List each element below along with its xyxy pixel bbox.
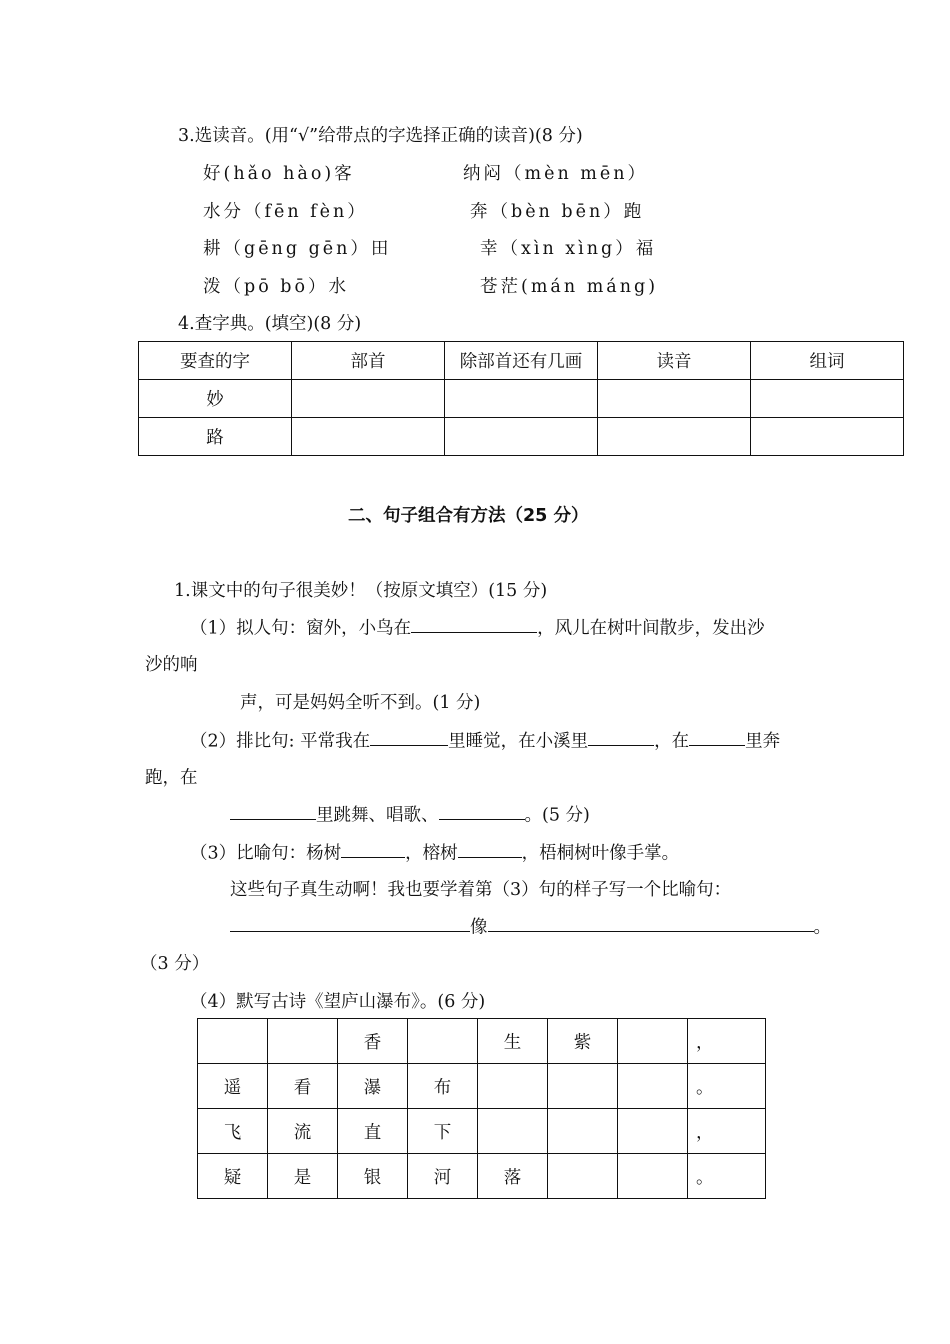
s1-text-c: 沙的响 [145,655,198,675]
answer-cell[interactable] [598,380,751,418]
simile-write-line [230,913,831,938]
poem-cell: 布 [408,1064,478,1109]
pair-right-2: 奔（bèn bēn）跑 [470,202,645,222]
sentence-1-line [190,614,765,639]
section2-title: 二、句子组合有方法（25 分） [348,506,589,526]
poem-cell[interactable] [618,1109,688,1154]
s3-text-a: （3）比喻句：杨树 [190,843,342,864]
pair-left-4: 泼（pō bō）水 [203,277,350,297]
q4-title: 4.查字典。(填空)(8 分) [178,314,362,334]
poem-cell: 是 [268,1154,338,1199]
poem-cell: 河 [408,1154,478,1199]
s3-like: 像 [470,917,488,938]
s3-end: 。 [813,917,831,938]
char-cell: 妙 [139,380,292,418]
poem-cell: 下 [408,1109,478,1154]
s3-text-c: ，梧桐树叶像手掌。 [521,843,680,864]
header-cell: 部首 [292,342,445,380]
s3-score: （3 分） [140,954,210,974]
sentence-2-line [190,727,780,752]
table-row [198,1154,766,1199]
poem-cell[interactable] [548,1109,618,1154]
header-cell: 组词 [751,342,904,380]
s2-text-e: 跑，在 [145,768,198,788]
dictionary-table [138,341,904,456]
header-cell: 除部首还有几画 [445,342,598,380]
answer-cell[interactable] [598,418,751,456]
s2-text-a: （2）排比句: 平常我在 [190,731,371,752]
poem-cell[interactable] [618,1154,688,1199]
q3-title: 3.选读音。(用“√”给带点的字选择正确的读音)(8 分) [178,126,583,146]
answer-cell[interactable] [445,380,598,418]
poem-cell: 生 [478,1019,548,1064]
s2-text-d: 里奔 [745,731,781,752]
s2-text-b: 里睡觉，在小溪里 [448,731,589,752]
table-row [198,1109,766,1154]
poem-cell[interactable] [548,1064,618,1109]
table-row [198,1019,766,1064]
answer-cell[interactable] [292,380,445,418]
blank-field[interactable] [588,727,654,746]
s1-text-a: （1）拟人句：窗外，小鸟在 [190,618,412,639]
poem-cell[interactable] [618,1064,688,1109]
s2-text-c: ，在 [654,731,690,752]
poem-cell[interactable] [268,1019,338,1064]
blank-field[interactable] [230,801,316,820]
poem-cell: 直 [338,1109,408,1154]
poem-cell[interactable] [548,1154,618,1199]
poem-table [197,1018,766,1199]
header-cell: 读音 [598,342,751,380]
pair-left-2: 水分（fēn fèn） [203,202,368,222]
s2-text-g: 。(5 分) [524,805,590,826]
poem-cell: 香 [338,1019,408,1064]
poem-cell: 流 [268,1109,338,1154]
poem-cell: 。 [688,1154,766,1199]
poem-cell[interactable] [408,1019,478,1064]
s4-title: （4）默写古诗《望庐山瀑布》。(6 分) [190,992,486,1012]
q1-title: 1.课文中的句子很美妙！（按原文填空）(15 分) [174,581,548,601]
poem-cell[interactable] [198,1019,268,1064]
poem-cell: ， [688,1109,766,1154]
poem-cell: 疑 [198,1154,268,1199]
poem-cell[interactable] [618,1019,688,1064]
table-header-row [139,342,904,380]
s3-text-b: ，榕树 [405,843,458,864]
table-row [139,380,904,418]
poem-cell: 瀑 [338,1064,408,1109]
answer-cell[interactable] [292,418,445,456]
poem-cell: 飞 [198,1109,268,1154]
table-row [198,1064,766,1109]
blank-field[interactable] [370,727,448,746]
pair-right-1: 纳闷（mèn mēn） [463,164,649,184]
blank-field[interactable] [458,839,522,858]
blank-field[interactable] [689,727,745,746]
s1-text-b: ，风儿在树叶间散步，发出沙 [537,618,765,639]
poem-cell: 遥 [198,1064,268,1109]
pair-right-4: 苍茫(mán máng) [480,277,659,297]
char-cell: 路 [139,418,292,456]
poem-cell: ， [688,1019,766,1064]
table-row [139,418,904,456]
pair-left-1: 好(hǎo hào)客 [203,164,355,184]
blank-field[interactable] [411,614,537,633]
s2-text-f: 里跳舞、唱歌、 [316,805,439,826]
poem-cell[interactable] [478,1064,548,1109]
s3-text-d: 这些句子真生动啊！我也要学着第（3）句的样子写一个比喻句： [230,880,732,900]
sentence-3-line [190,839,679,864]
poem-cell: 紫 [548,1019,618,1064]
answer-cell[interactable] [751,418,904,456]
header-cell: 要查的字 [139,342,292,380]
blank-field[interactable] [439,801,525,820]
answer-cell[interactable] [751,380,904,418]
answer-cell[interactable] [445,418,598,456]
sentence-2-cont [230,801,590,826]
pair-right-3: 幸（xìn xìng）福 [480,239,657,259]
poem-cell: 看 [268,1064,338,1109]
blank-field[interactable] [230,913,470,932]
pair-left-3: 耕（gēng gēn）田 [203,239,392,259]
blank-field[interactable] [341,839,405,858]
poem-cell: 。 [688,1064,766,1109]
poem-cell[interactable] [478,1109,548,1154]
blank-field[interactable] [488,913,814,932]
s1-text-d: 声，可是妈妈全听不到。(1 分) [240,693,481,713]
poem-cell: 银 [338,1154,408,1199]
poem-cell: 落 [478,1154,548,1199]
